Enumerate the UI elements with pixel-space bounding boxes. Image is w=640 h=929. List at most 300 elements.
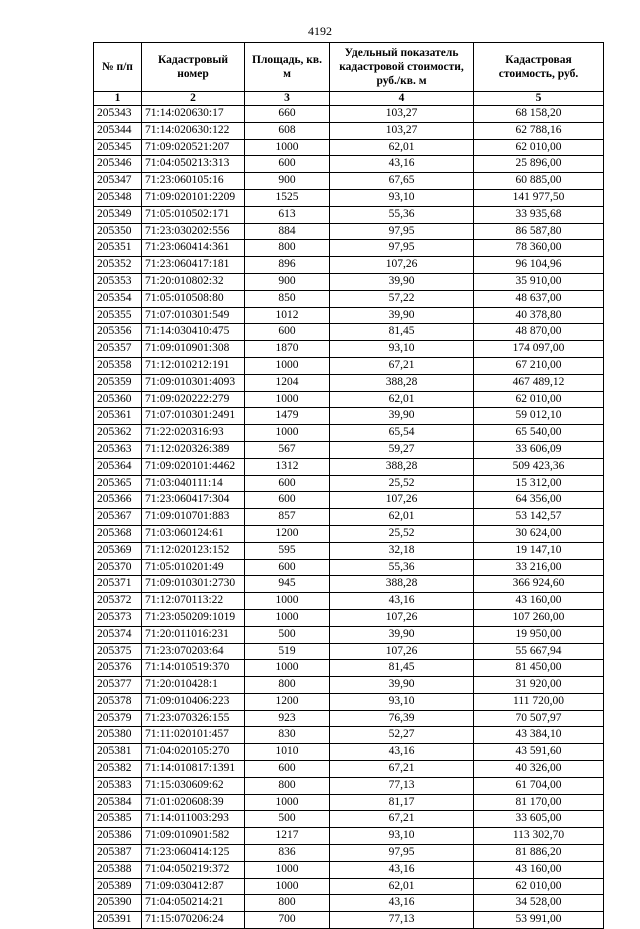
unit-rate-cell: 32,18 (330, 542, 474, 559)
unit-rate-cell: 93,10 (330, 189, 474, 206)
area-cell: 1000 (245, 593, 330, 610)
cadastral-value-cell: 19 950,00 (474, 626, 604, 643)
row-number-cell: 205391 (94, 912, 142, 929)
row-number-cell: 205382 (94, 761, 142, 778)
table-row (94, 257, 604, 274)
area-cell: 600 (245, 761, 330, 778)
area-cell: 884 (245, 223, 330, 240)
area-cell: 500 (245, 811, 330, 828)
table-row (94, 475, 604, 492)
table-row (94, 609, 604, 626)
cadastral-number-cell: 71:04:050214:21 (142, 895, 245, 912)
row-number-cell: 205367 (94, 509, 142, 526)
area-cell: 1000 (245, 139, 330, 156)
row-number-cell: 205376 (94, 660, 142, 677)
area-cell: 1000 (245, 660, 330, 677)
unit-rate-cell: 388,28 (330, 374, 474, 391)
table-row (94, 458, 604, 475)
row-number-cell: 205373 (94, 609, 142, 626)
table-row (94, 408, 604, 425)
row-number-cell: 205365 (94, 475, 142, 492)
table-row (94, 240, 604, 257)
cadastral-value-cell: 40 378,80 (474, 307, 604, 324)
cadastral-value-cell: 111 720,00 (474, 693, 604, 710)
row-number-cell: 205372 (94, 593, 142, 610)
cadastral-value-cell: 509 423,36 (474, 458, 604, 475)
unit-rate-cell: 77,13 (330, 777, 474, 794)
row-number-cell: 205381 (94, 744, 142, 761)
unit-rate-cell: 67,21 (330, 811, 474, 828)
cadastral-number-cell: 71:04:050213:313 (142, 156, 245, 173)
row-number-cell: 205343 (94, 106, 142, 123)
cadastral-value-cell: 43 384,10 (474, 727, 604, 744)
cadastral-value-cell: 78 360,00 (474, 240, 604, 257)
cadastral-number-cell: 71:11:020101:457 (142, 727, 245, 744)
table-row (94, 139, 604, 156)
cadastral-number-cell: 71:09:020101:4462 (142, 458, 245, 475)
column-number-5: 5 (474, 92, 604, 106)
table-row (94, 878, 604, 895)
unit-rate-cell: 107,26 (330, 609, 474, 626)
unit-rate-cell: 65,54 (330, 425, 474, 442)
cadastral-value-cell: 35 910,00 (474, 273, 604, 290)
row-number-cell: 205377 (94, 677, 142, 694)
unit-rate-cell: 388,28 (330, 576, 474, 593)
area-cell: 1000 (245, 425, 330, 442)
table-row (94, 374, 604, 391)
row-number-cell: 205380 (94, 727, 142, 744)
table-row (94, 106, 604, 123)
cadastral-number-cell: 71:23:070326:155 (142, 710, 245, 727)
table-row (94, 122, 604, 139)
area-cell: 1204 (245, 374, 330, 391)
area-cell: 836 (245, 845, 330, 862)
area-cell: 900 (245, 173, 330, 190)
cadastral-value-cell: 30 624,00 (474, 525, 604, 542)
unit-rate-cell: 55,36 (330, 559, 474, 576)
unit-rate-cell: 107,26 (330, 257, 474, 274)
area-cell: 1312 (245, 458, 330, 475)
cadastral-value-cell: 65 540,00 (474, 425, 604, 442)
cadastral-number-cell: 71:20:010802:32 (142, 273, 245, 290)
unit-rate-cell: 62,01 (330, 878, 474, 895)
row-number-cell: 205355 (94, 307, 142, 324)
table-row (94, 845, 604, 862)
cadastral-number-cell: 71:09:010406:223 (142, 693, 245, 710)
row-number-cell: 205361 (94, 408, 142, 425)
row-number-cell: 205368 (94, 525, 142, 542)
table-row (94, 173, 604, 190)
cadastral-number-cell: 71:09:010901:308 (142, 341, 245, 358)
cadastral-value-cell: 60 885,00 (474, 173, 604, 190)
cadastral-number-cell: 71:04:020105:270 (142, 744, 245, 761)
row-number-cell: 205356 (94, 324, 142, 341)
table-row (94, 492, 604, 509)
cadastral-number-cell: 71:23:060414:361 (142, 240, 245, 257)
unit-rate-cell: 97,95 (330, 223, 474, 240)
unit-rate-cell: 55,36 (330, 206, 474, 223)
cadastral-value-cell: 43 160,00 (474, 593, 604, 610)
unit-rate-cell: 39,90 (330, 677, 474, 694)
unit-rate-cell: 76,39 (330, 710, 474, 727)
cadastral-value-cell: 48 637,00 (474, 290, 604, 307)
table-row (94, 559, 604, 576)
table-row (94, 307, 604, 324)
row-number-cell: 205360 (94, 391, 142, 408)
area-cell: 600 (245, 324, 330, 341)
cadastral-number-cell: 71:14:011003:293 (142, 811, 245, 828)
unit-rate-cell: 388,28 (330, 458, 474, 475)
cadastral-number-cell: 71:09:020101:2209 (142, 189, 245, 206)
unit-rate-cell: 39,90 (330, 408, 474, 425)
cadastral-value-cell: 43 591,60 (474, 744, 604, 761)
area-cell: 660 (245, 106, 330, 123)
cadastral-number-cell: 71:12:010212:191 (142, 357, 245, 374)
cadastral-number-cell: 71:15:030609:62 (142, 777, 245, 794)
cadastral-value-cell: 33 935,68 (474, 206, 604, 223)
cadastral-value-cell: 141 977,50 (474, 189, 604, 206)
cadastral-value-cell: 64 356,00 (474, 492, 604, 509)
area-cell: 945 (245, 576, 330, 593)
cadastral-value-cell: 467 489,12 (474, 374, 604, 391)
cadastral-number-cell: 71:09:010901:582 (142, 828, 245, 845)
cadastral-number-cell: 71:05:010508:80 (142, 290, 245, 307)
table-row (94, 777, 604, 794)
area-cell: 1200 (245, 693, 330, 710)
cadastral-value-cell: 107 260,00 (474, 609, 604, 626)
table-row (94, 744, 604, 761)
area-cell: 595 (245, 542, 330, 559)
area-cell: 1217 (245, 828, 330, 845)
unit-rate-cell: 77,13 (330, 912, 474, 929)
row-number-cell: 205363 (94, 441, 142, 458)
table-row (94, 895, 604, 912)
cadastral-value-cell: 96 104,96 (474, 257, 604, 274)
area-cell: 567 (245, 441, 330, 458)
row-number-cell: 205347 (94, 173, 142, 190)
area-cell: 1000 (245, 861, 330, 878)
table-body (94, 106, 604, 929)
unit-rate-cell: 39,90 (330, 307, 474, 324)
table-row (94, 273, 604, 290)
area-cell: 600 (245, 475, 330, 492)
row-number-cell: 205374 (94, 626, 142, 643)
row-number-cell: 205362 (94, 425, 142, 442)
row-number-cell: 205350 (94, 223, 142, 240)
cadastral-value-cell: 67 210,00 (474, 357, 604, 374)
row-number-cell: 205384 (94, 794, 142, 811)
cadastral-value-cell: 15 312,00 (474, 475, 604, 492)
unit-rate-cell: 67,21 (330, 357, 474, 374)
area-cell: 900 (245, 273, 330, 290)
row-number-cell: 205346 (94, 156, 142, 173)
table-header (94, 43, 604, 106)
cadastral-number-cell: 71:23:030202:556 (142, 223, 245, 240)
cadastral-value-cell: 19 147,10 (474, 542, 604, 559)
unit-rate-cell: 67,65 (330, 173, 474, 190)
area-cell: 800 (245, 677, 330, 694)
unit-rate-cell: 81,45 (330, 660, 474, 677)
unit-rate-cell: 62,01 (330, 509, 474, 526)
column-number-4: 4 (330, 92, 474, 106)
cadastral-number-cell: 71:09:010701:883 (142, 509, 245, 526)
cadastral-value-cell: 25 896,00 (474, 156, 604, 173)
area-cell: 1010 (245, 744, 330, 761)
table-row (94, 441, 604, 458)
row-number-cell: 205388 (94, 861, 142, 878)
cadastral-number-cell: 71:20:011016:231 (142, 626, 245, 643)
cadastral-value-cell: 81 450,00 (474, 660, 604, 677)
cadastral-number-cell: 71:23:060414:125 (142, 845, 245, 862)
cadastral-number-cell: 71:14:020630:17 (142, 106, 245, 123)
cadastral-value-cell: 81 886,20 (474, 845, 604, 862)
cadastral-value-cell: 59 012,10 (474, 408, 604, 425)
cadastral-value-cell: 34 528,00 (474, 895, 604, 912)
cadastral-number-cell: 71:14:010817:1391 (142, 761, 245, 778)
table-row (94, 509, 604, 526)
cadastral-number-cell: 71:12:020326:389 (142, 441, 245, 458)
row-number-cell: 205371 (94, 576, 142, 593)
cadastral-number-cell: 71:01:020608:39 (142, 794, 245, 811)
cadastral-value-cell: 53 991,00 (474, 912, 604, 929)
cadastral-number-cell: 71:23:050209:1019 (142, 609, 245, 626)
cadastral-number-cell: 71:09:020521:207 (142, 139, 245, 156)
unit-rate-cell: 103,27 (330, 106, 474, 123)
cadastral-value-cell: 40 326,00 (474, 761, 604, 778)
cadastral-table (93, 42, 604, 929)
cadastral-value-cell: 62 010,00 (474, 391, 604, 408)
unit-rate-cell: 59,27 (330, 441, 474, 458)
area-cell: 1012 (245, 307, 330, 324)
table-row (94, 425, 604, 442)
area-cell: 923 (245, 710, 330, 727)
table-row (94, 542, 604, 559)
page-number: 4192 (308, 24, 332, 38)
unit-rate-cell: 43,16 (330, 593, 474, 610)
cadastral-value-cell: 86 587,80 (474, 223, 604, 240)
area-cell: 1000 (245, 391, 330, 408)
table-row (94, 324, 604, 341)
cadastral-value-cell: 33 216,00 (474, 559, 604, 576)
cadastral-value-cell: 81 170,00 (474, 794, 604, 811)
area-cell: 608 (245, 122, 330, 139)
unit-rate-cell: 62,01 (330, 391, 474, 408)
column-number-1: 1 (94, 92, 142, 106)
row-number-cell: 205379 (94, 710, 142, 727)
unit-rate-cell: 43,16 (330, 156, 474, 173)
header-cadastral-number: Кадастровый номер (142, 43, 245, 92)
area-cell: 1000 (245, 357, 330, 374)
table-row (94, 206, 604, 223)
cadastral-value-cell: 43 160,00 (474, 861, 604, 878)
cadastral-value-cell: 48 870,00 (474, 324, 604, 341)
cadastral-number-cell: 71:07:010301:549 (142, 307, 245, 324)
table-row (94, 593, 604, 610)
column-number-2: 2 (142, 92, 245, 106)
area-cell: 1525 (245, 189, 330, 206)
table-row (94, 811, 604, 828)
cadastral-number-cell: 71:20:010428:1 (142, 677, 245, 694)
unit-rate-cell: 62,01 (330, 139, 474, 156)
table-row (94, 223, 604, 240)
area-cell: 519 (245, 643, 330, 660)
area-cell: 613 (245, 206, 330, 223)
table-row (94, 828, 604, 845)
cadastral-number-cell: 71:14:020630:122 (142, 122, 245, 139)
table-row (94, 861, 604, 878)
table-row (94, 710, 604, 727)
area-cell: 1000 (245, 609, 330, 626)
table-row (94, 576, 604, 593)
row-number-cell: 205353 (94, 273, 142, 290)
row-number-cell: 205370 (94, 559, 142, 576)
unit-rate-cell: 39,90 (330, 626, 474, 643)
cadastral-value-cell: 33 605,00 (474, 811, 604, 828)
table-row (94, 525, 604, 542)
unit-rate-cell: 81,45 (330, 324, 474, 341)
table-row (94, 643, 604, 660)
row-number-cell: 205383 (94, 777, 142, 794)
row-number-cell: 205344 (94, 122, 142, 139)
cadastral-number-cell: 71:23:060417:181 (142, 257, 245, 274)
table-row (94, 391, 604, 408)
area-cell: 600 (245, 559, 330, 576)
unit-rate-cell: 93,10 (330, 693, 474, 710)
area-cell: 850 (245, 290, 330, 307)
unit-rate-cell: 93,10 (330, 828, 474, 845)
unit-rate-cell: 25,52 (330, 525, 474, 542)
table-row (94, 912, 604, 929)
cadastral-value-cell: 62 010,00 (474, 139, 604, 156)
area-cell: 800 (245, 777, 330, 794)
table-row (94, 727, 604, 744)
cadastral-number-cell: 71:23:060417:304 (142, 492, 245, 509)
row-number-cell: 205389 (94, 878, 142, 895)
unit-rate-cell: 43,16 (330, 895, 474, 912)
row-number-cell: 205385 (94, 811, 142, 828)
table-row (94, 341, 604, 358)
area-cell: 600 (245, 156, 330, 173)
cadastral-value-cell: 31 920,00 (474, 677, 604, 694)
row-number-cell: 205390 (94, 895, 142, 912)
cadastral-number-cell: 71:05:010502:171 (142, 206, 245, 223)
row-number-cell: 205366 (94, 492, 142, 509)
cadastral-number-cell: 71:09:020222:279 (142, 391, 245, 408)
cadastral-number-cell: 71:15:070206:24 (142, 912, 245, 929)
row-number-cell: 205349 (94, 206, 142, 223)
unit-rate-cell: 93,10 (330, 341, 474, 358)
row-number-cell: 205359 (94, 374, 142, 391)
table-row (94, 290, 604, 307)
unit-rate-cell: 97,95 (330, 240, 474, 257)
header-cadastral-value: Кадастровая стоимость, руб. (474, 43, 604, 92)
area-cell: 700 (245, 912, 330, 929)
cadastral-value-cell: 33 606,09 (474, 441, 604, 458)
table-row (94, 794, 604, 811)
cadastral-number-cell: 71:12:070113:22 (142, 593, 245, 610)
row-number-cell: 205369 (94, 542, 142, 559)
area-cell: 1870 (245, 341, 330, 358)
unit-rate-cell: 57,22 (330, 290, 474, 307)
unit-rate-cell: 103,27 (330, 122, 474, 139)
area-cell: 800 (245, 895, 330, 912)
cadastral-value-cell: 174 097,00 (474, 341, 604, 358)
header-unit-rate: Удельный показатель кадастровой стоимости, руб./кв. м (330, 43, 474, 92)
table-row (94, 761, 604, 778)
row-number-cell: 205351 (94, 240, 142, 257)
row-number-cell: 205352 (94, 257, 142, 274)
row-number-cell: 205387 (94, 845, 142, 862)
cadastral-value-cell: 53 142,57 (474, 509, 604, 526)
row-number-cell: 205345 (94, 139, 142, 156)
cadastral-number-cell: 71:23:070203:64 (142, 643, 245, 660)
table-row (94, 660, 604, 677)
table-row (94, 677, 604, 694)
cadastral-value-cell: 62 010,00 (474, 878, 604, 895)
table-row (94, 189, 604, 206)
cadastral-number-cell: 71:09:030412:87 (142, 878, 245, 895)
cadastral-value-cell: 55 667,94 (474, 643, 604, 660)
header-area: Площадь, кв. м (245, 43, 330, 92)
row-number-cell: 205378 (94, 693, 142, 710)
area-cell: 1200 (245, 525, 330, 542)
cadastral-number-cell: 71:14:030410:475 (142, 324, 245, 341)
cadastral-number-cell: 71:12:020123:152 (142, 542, 245, 559)
unit-rate-cell: 107,26 (330, 492, 474, 509)
cadastral-number-cell: 71:22:020316:93 (142, 425, 245, 442)
row-number-cell: 205386 (94, 828, 142, 845)
cadastral-number-cell: 71:07:010301:2491 (142, 408, 245, 425)
cadastral-number-cell: 71:03:040111:14 (142, 475, 245, 492)
unit-rate-cell: 43,16 (330, 744, 474, 761)
cadastral-number-cell: 71:09:010301:4093 (142, 374, 245, 391)
unit-rate-cell: 81,17 (330, 794, 474, 811)
unit-rate-cell: 107,26 (330, 643, 474, 660)
unit-rate-cell: 39,90 (330, 273, 474, 290)
row-number-cell: 205358 (94, 357, 142, 374)
unit-rate-cell: 97,95 (330, 845, 474, 862)
cadastral-value-cell: 61 704,00 (474, 777, 604, 794)
row-number-cell: 205364 (94, 458, 142, 475)
unit-rate-cell: 43,16 (330, 861, 474, 878)
cadastral-number-cell: 71:14:010519:370 (142, 660, 245, 677)
cadastral-number-cell: 71:09:010301:2730 (142, 576, 245, 593)
cadastral-value-cell: 70 507,97 (474, 710, 604, 727)
unit-rate-cell: 25,52 (330, 475, 474, 492)
area-cell: 500 (245, 626, 330, 643)
row-number-cell: 205348 (94, 189, 142, 206)
table-row (94, 357, 604, 374)
cadastral-value-cell: 62 788,16 (474, 122, 604, 139)
area-cell: 1479 (245, 408, 330, 425)
cadastral-number-cell: 71:23:060105:16 (142, 173, 245, 190)
area-cell: 600 (245, 492, 330, 509)
unit-rate-cell: 67,21 (330, 761, 474, 778)
cadastral-value-cell: 113 302,70 (474, 828, 604, 845)
header-row-number: № п/п (94, 43, 142, 92)
cadastral-number-cell: 71:04:050219:372 (142, 861, 245, 878)
table-row (94, 156, 604, 173)
area-cell: 1000 (245, 794, 330, 811)
table-row (94, 626, 604, 643)
cadastral-number-cell: 71:03:060124:61 (142, 525, 245, 542)
area-cell: 1000 (245, 878, 330, 895)
row-number-cell: 205354 (94, 290, 142, 307)
area-cell: 896 (245, 257, 330, 274)
cadastral-value-cell: 366 924,60 (474, 576, 604, 593)
row-number-cell: 205357 (94, 341, 142, 358)
table-row (94, 693, 604, 710)
